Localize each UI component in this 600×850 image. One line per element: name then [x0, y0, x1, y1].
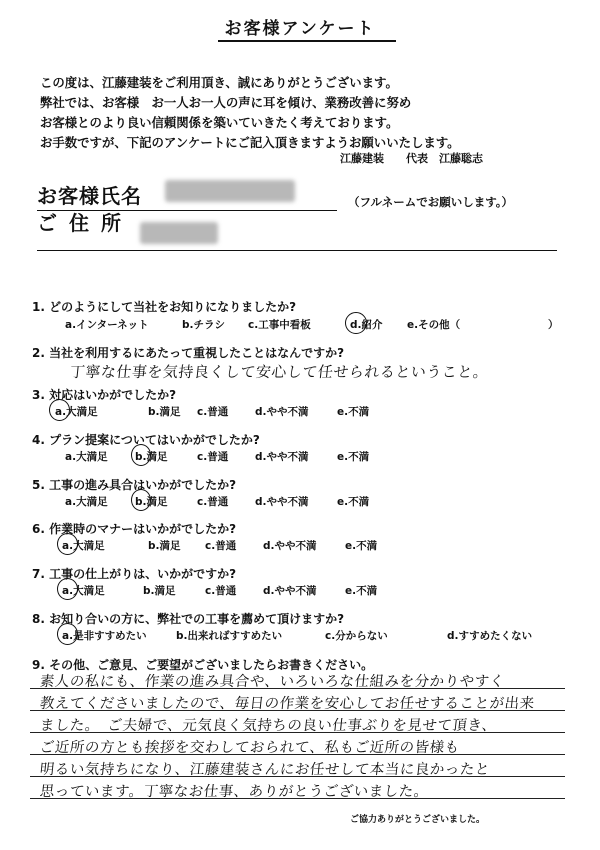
q5-option[interactable]: d.やや不満 — [255, 496, 309, 508]
address-redacted — [140, 222, 218, 244]
selection-circle — [57, 623, 78, 645]
q4-option[interactable]: d.やや不満 — [255, 451, 309, 463]
q5-option[interactable]: e.不満 — [337, 496, 370, 508]
q3-option[interactable]: e.不満 — [337, 406, 370, 418]
selection-circle — [131, 489, 151, 511]
q8-option-selected[interactable]: a.是非すすめたい — [62, 630, 147, 642]
customer-name-redacted — [165, 180, 295, 202]
q1-option[interactable]: c.工事中看板 — [248, 319, 311, 331]
q4-option[interactable]: e.不満 — [337, 451, 370, 463]
q3-option[interactable]: c.普通 — [197, 406, 229, 418]
q5-option[interactable]: c.普通 — [197, 496, 229, 508]
q1-option-close: ） — [548, 319, 559, 331]
q4-option[interactable]: c.普通 — [197, 451, 229, 463]
question-4: 4. プラン提案についてはいかがでしたか? — [32, 433, 260, 447]
q6-option[interactable]: e.不満 — [345, 540, 378, 552]
q6-option[interactable]: b.満足 — [148, 540, 181, 552]
q6-option-selected[interactable]: a.大満足 — [62, 540, 105, 552]
q4-option[interactable]: a.大満足 — [65, 451, 108, 463]
closing-thanks: ご協力ありがとうございました。 — [350, 815, 486, 825]
intro-line: お客様とのより良い信頼関係を築いていきたく考えております。 — [40, 115, 399, 130]
selection-circle — [57, 533, 78, 555]
question-7: 7. 工事の仕上がりは、いかがですか? — [32, 567, 237, 581]
customer-name-label: お客様氏名 — [37, 184, 142, 208]
question-6: 6. 作業時のマナーはいかがでしたか? — [32, 522, 237, 536]
q8-option[interactable]: d.すすめたくない — [447, 630, 533, 642]
question-2: 2. 当社を利用するにあたって重視したことはなんですか? — [32, 346, 345, 360]
page-title: お客様アンケート — [224, 19, 376, 39]
q1-option[interactable]: b.チラシ — [182, 319, 226, 331]
signature: 江藤建装 代表 江藤聡志 — [340, 152, 483, 165]
q2-handwritten-answer: 丁寧な仕事を気持良くして安心して任せられるということ。 — [69, 363, 490, 381]
address-label: ご住所 — [37, 211, 133, 235]
q8-option[interactable]: b.出来ればすすめたい — [176, 630, 283, 642]
q7-option[interactable]: b.満足 — [143, 585, 176, 597]
name-note: （フルネームでお願いします。） — [348, 195, 514, 209]
intro-line: この度は、江藤建装をご利用頂き、誠にありがとうございます。 — [40, 75, 398, 90]
q9-answer-line: 明るい気持ちになり、江藤建装さんにお任せして本当に良かったと — [39, 762, 491, 778]
q7-option[interactable]: c.普通 — [205, 585, 237, 597]
q9-answer-line: 思っています。丁寧なお仕事、ありがとうございました。 — [39, 784, 430, 800]
q6-option[interactable]: c.普通 — [205, 540, 237, 552]
selection-circle — [345, 312, 367, 334]
q9-answer-line: ご近所の方とも挨拶を交わしておられて、私もご近所の皆様も — [39, 740, 461, 756]
q8-option[interactable]: c.分からない — [325, 630, 388, 642]
q1-option[interactable]: e.その他（ — [407, 319, 461, 331]
q9-answer-line: ました。 ご夫婦で、元気良く気持ちの良い仕事ぶりを見せて頂き、 — [39, 718, 498, 734]
q7-option-selected[interactable]: a.大満足 — [62, 585, 105, 597]
q1-option[interactable]: a.インターネット — [65, 319, 149, 331]
q1-option-selected[interactable]: d.紹介 — [350, 319, 383, 331]
intro-line: 弊社では、お客様 お一人お一人の声に耳を傾け、業務改善に努め — [40, 95, 412, 110]
q4-option-selected[interactable]: b.満足 — [135, 451, 168, 463]
question-8: 8. お知り合いの方に、弊社での工事を薦めて頂けますか? — [32, 612, 345, 626]
selection-circle — [131, 444, 151, 466]
q7-option[interactable]: d.やや不満 — [263, 585, 317, 597]
title-underline — [218, 40, 396, 42]
q6-option[interactable]: d.やや不満 — [263, 540, 317, 552]
address-underline — [37, 250, 557, 251]
intro-line: お手数ですが、下記のアンケートにご記入頂きますようお願いいたします。 — [40, 135, 460, 150]
q5-option-selected[interactable]: b.満足 — [135, 496, 168, 508]
selection-circle — [57, 578, 78, 600]
q5-option[interactable]: a.大満足 — [65, 496, 108, 508]
q3-option[interactable]: b.満足 — [148, 406, 181, 418]
q7-option[interactable]: e.不満 — [345, 585, 378, 597]
q9-answer-line: 教えてくださいましたので、毎日の作業を安心してお任せすることが出来 — [39, 696, 536, 712]
q3-option-selected[interactable]: a.大満足 — [55, 406, 98, 418]
question-5: 5. 工事の進み具合はいかがでしたか? — [32, 478, 237, 492]
q3-option[interactable]: d.やや不満 — [255, 406, 309, 418]
question-1: 1. どのようにして当社をお知りになりましたか? — [32, 300, 297, 314]
question-9: 9. その他、ご意見、ご要望がございましたらお書きください。 — [32, 658, 374, 672]
question-3: 3. 対応はいかがでしたか? — [32, 388, 177, 402]
q9-answer-line: 素人の私にも、作業の進み具合や、いろいろな仕組みを分かりやすく — [39, 674, 506, 690]
selection-circle — [49, 399, 70, 421]
